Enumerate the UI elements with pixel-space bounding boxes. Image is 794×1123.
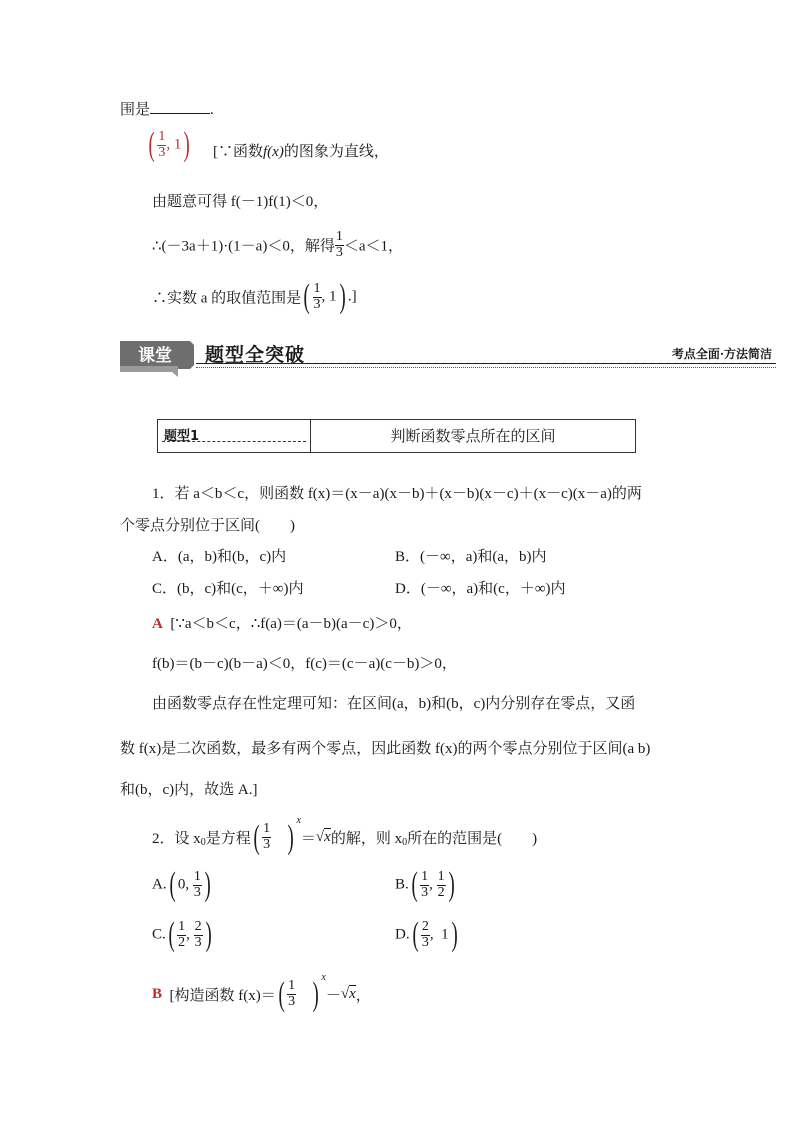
ribbon-sub-text: KETANG [131, 372, 161, 377]
q2-stem: 2．设 $x_0$是方程( $\frac{1}{3}$ ) $^x$＝√x的解，则 $x_0$所在的范围是( ) [152, 815, 538, 856]
q1-stem-line2: 个零点分别位于区间( ) [120, 518, 295, 534]
q1-solution-line3: 由函数零点存在性定理可知：在区间(a，b)和(b，c)内分别存在零点，又函 [152, 696, 636, 712]
line-range-question: 围是 . [120, 102, 214, 118]
ribbon-main-text: 课堂 [138, 346, 172, 366]
section-title: 题型全突破 [205, 344, 306, 366]
q2-option-a: A.( 0, $\frac{1}{3}$ ) [152, 866, 211, 903]
question-type-box [157, 419, 636, 453]
solution-line-3: ∴(－3a＋1)·(1－a)＜0，解得 $\frac{1}{3}$ ＜a＜1， [152, 229, 404, 260]
q2-solution-line1: B [构造函数 f(x)＝( $\frac{1}{3}$ ) $^x$－√x， [152, 972, 371, 1013]
q2-option-c: C.( $\frac{1}{2}$ , $\frac{2}{3}$ ) [152, 916, 212, 953]
q2-option-d: D.( $\frac{2}{3}$ , 1) [395, 916, 458, 953]
q2-option-b: B.( $\frac{1}{3}$ , $\frac{1}{2}$ ) [395, 866, 455, 903]
q1-solution-line2: f(b)＝(b－c)(b－a)＜0，f(c)＝(c－a)(c－b)＞0， [152, 656, 457, 672]
answer-blank [150, 113, 210, 114]
solution-line-1: [∵函数f(x)的图象为直线， [213, 144, 389, 160]
q1-solution-line4: 数 f(x)是二次函数，最多有两个零点，因此函数 f(x)的两个零点分别位于区间(a b) [120, 741, 651, 757]
solution-line-2: 由题意可得 f(－1)f(1)＜0， [152, 194, 329, 210]
q1-option-b: B．(－∞，a)和(a，b)内 [395, 549, 547, 565]
answer-interval: ( $\frac{1}{3}$ , 1) [148, 126, 191, 163]
q1-stem-line1: 1．若 a＜b＜c，则函数 f(x)＝(x－a)(x－b)＋(x－b)(x－c)＋(x－c)(x－a)的两 [152, 486, 642, 502]
solution-line-4: ∴实数 a 的取值范围是( $\frac{1}{3}$ , 1) .] [152, 278, 357, 315]
q1-answer: A [152, 616, 163, 632]
question-type-label: 题型1 [164, 429, 200, 444]
question-type-title: 判断函数零点所在的区间 [390, 427, 556, 445]
q1-solution-line5: 和(b，c)内，故选 A.] [120, 782, 258, 798]
line-range-text: 围是 [120, 102, 151, 118]
q1-option-a: A．(a，b)和(b，c)内 [152, 549, 287, 565]
q1-option-c: C．(b，c)和(c，＋∞)内 [152, 581, 304, 597]
ketang-ribbon [120, 339, 194, 377]
section-tagline: 考点全面·方法简洁 [671, 347, 772, 361]
q1-option-d: D．(－∞，a)和(c，＋∞)内 [395, 581, 566, 597]
q1-solution-line1: A [∵a＜b＜c，∴f(a)＝(a－b)(a－c)＞0， [152, 616, 412, 632]
q2-answer: B [152, 986, 163, 1003]
section-rule [196, 363, 776, 368]
